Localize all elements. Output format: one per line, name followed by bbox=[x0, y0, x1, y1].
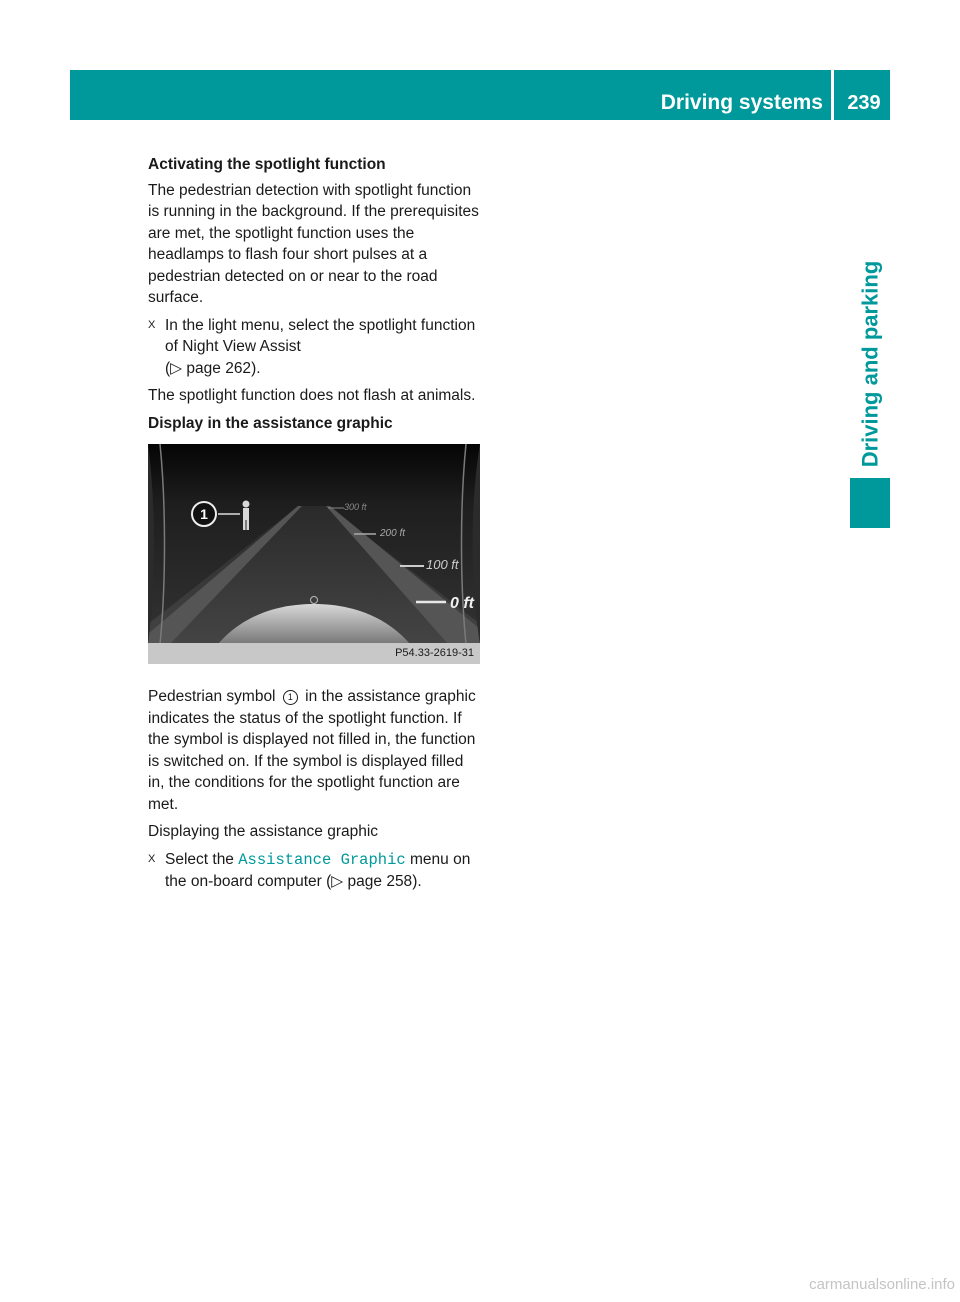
paragraph-pedestrian-symbol: Pedestrian symbol 1 in the assistance graphic indicates the status of the spotlight function. If the symbol is displayed not filled in, the function is switched on. If the symbol is displayed filled in, the conditions for the spotlight function are met. bbox=[148, 688, 476, 813]
heading-activating-spotlight: Activating the spotlight function bbox=[148, 156, 386, 173]
menu-name-assistance-graphic: Assistance Graphic bbox=[238, 850, 406, 869]
footer-watermark: carmanualsonline.info bbox=[809, 1276, 955, 1293]
callout-number-icon: 1 bbox=[283, 690, 298, 705]
page-reference-link[interactable]: page 258 bbox=[347, 873, 413, 890]
paragraph-animals: The spotlight function does not flash at animals. bbox=[148, 387, 476, 404]
page-ref-arrow-icon: ▷ bbox=[170, 359, 183, 377]
header-divider bbox=[831, 70, 834, 120]
instruction-step-select-menu: X Select the Assistance Graphic menu on the on-board computer (▷ page 258). bbox=[148, 849, 482, 893]
night-view-illustration bbox=[148, 444, 480, 664]
side-tab-block bbox=[850, 478, 890, 528]
distance-label-300: 300 ft bbox=[344, 502, 367, 512]
heading-display-assistance: Display in the assistance graphic bbox=[148, 414, 393, 432]
instruction-step-light-menu: X In the light menu, select the spotlight function of Night View Assist (▷ page 262). bbox=[148, 315, 482, 380]
figure-callout-number: 1 bbox=[200, 506, 208, 522]
page-reference-link[interactable]: page 262 bbox=[186, 359, 252, 377]
page-number: 239 bbox=[847, 92, 881, 114]
main-content bbox=[148, 154, 482, 899]
step-marker-icon: X bbox=[148, 852, 156, 865]
distance-label-0: 0 ft bbox=[450, 595, 474, 612]
side-tab bbox=[850, 250, 890, 478]
distance-label-100: 100 ft bbox=[426, 557, 459, 572]
assistance-graphic-figure bbox=[148, 444, 480, 664]
figure-caption: P54.33-2619-31 bbox=[148, 643, 480, 664]
paragraph-spotlight-background: The pedestrian detection with spotlight function is running in the background. If the prerequisites are met, the spotlight function uses the headlamps to flash four short pulses at a pedestrian detected on or near to the road surface. bbox=[148, 181, 479, 306]
section-title: Driving systems bbox=[660, 91, 823, 114]
step-text: In the light menu, select the spotlight function of Night View Assist bbox=[165, 316, 476, 355]
paragraph-displaying-graphic: Displaying the assistance graphic bbox=[148, 823, 379, 840]
page-ref-arrow-icon: ▷ bbox=[331, 873, 344, 890]
step-marker-icon: X bbox=[148, 318, 156, 331]
side-tab-label: Driving and parking bbox=[857, 260, 882, 468]
distance-label-200: 200 ft bbox=[380, 528, 406, 539]
